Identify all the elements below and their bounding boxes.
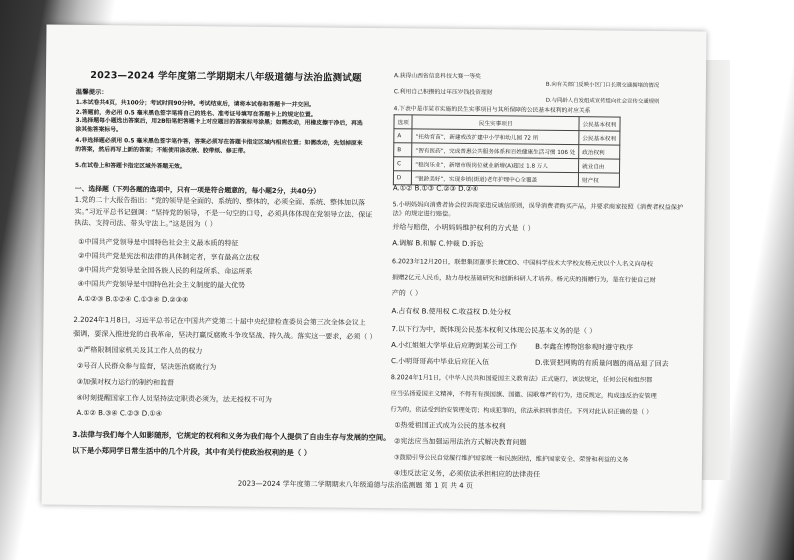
table-cell: D	[393, 171, 411, 185]
table-header-cell: 选项	[394, 115, 412, 129]
question-7-option-a: A.小红姐姐大学毕业后应聘到某公司工作	[391, 341, 518, 351]
question-7-option-b: B.李鑫在博物馆参观时遵守秩序	[535, 342, 634, 352]
notice-label: 温馨提示：	[75, 87, 108, 97]
question-6-stem-1: 6.2023年12月20日，联想集团董事长兼CEO、中国科学技术大学校友杨元庆以个人名义向母校	[392, 258, 653, 268]
notice-3: 3.选择题每小题选出答案后，用2B铅笔把答题卡上对应题目的答案标号涂黑；如需改动，用橡皮擦干净后，再选涂其他答案标号。	[75, 117, 363, 134]
question-8-option-2: ②宪法应当加强运用法治方式解决教育问题	[394, 437, 527, 447]
table-cell: “托幼育苗”，新建或改扩建中小学和幼儿园 72 所	[412, 129, 579, 145]
question-1-option-3: ③中国共产党领导是全国各族人民的利益所系、命运所系	[77, 265, 253, 276]
exam-paper	[42, 25, 707, 512]
question-2-option-2: ②号召人民群众参与监督，坚决惩治腐败行为	[76, 361, 217, 372]
table-cell: 财产权	[578, 173, 619, 187]
question-1-option-2: ②中国共产党是宪法和法律的具体制定者，享有最高立法权	[78, 251, 260, 262]
question-3-stem-2: 以下是小郑同学日常生活中的几个片段，其中有关行使政治权利的是（ ）	[72, 445, 312, 458]
question-4-choices: A.①② B.①③ C.②③ D.②④	[392, 184, 479, 194]
table-cell: C	[394, 157, 412, 171]
question-7-option-d: D.张贤把网购的有质量问题的商品退了回去	[534, 358, 669, 369]
table-cell: A	[394, 129, 412, 143]
section-title: 一、选择题（下列各题的选项中，只有一项是符合题意的，每小题2分，共40分）	[74, 184, 321, 196]
notice-4: 4.非选择题必须用 0.5 毫米黑色签字笔作答，答案必须写在答题卡指定区域内相应位置；如需改动，先划掉原来的答案，然后再写上新的答案；不能使用涂改液、胶带纸、修正带。	[75, 137, 363, 155]
table-cell: 就业自由	[579, 159, 620, 173]
question-1-option-1: ①中国共产党领导是中国特色社会主义最本质的特征	[78, 237, 239, 248]
question-6-choices: A.占有权 B.使用权 C.收益权 D.处分权	[391, 307, 511, 317]
notice-2: 2.答题前，务必用 0.5 毫米黑色签字笔将自己的姓名、准考证号填写在答题卡上的规定位置。	[75, 109, 317, 119]
question-5-stem-1: 5.小明妈妈向消费者协会投诉商家违反诚信原则，误导消费者购买产品，并要求商家按照《消费者权益保护法》的规定进行赔偿。	[392, 201, 684, 219]
q3-option-b: B.向有关部门反映小区门口长期交通拥堵的情况	[545, 81, 660, 89]
table-cell: B	[394, 143, 412, 157]
question-8-option-1: ①热爱祖国正式成为公民的基本权利	[394, 421, 506, 431]
question-2-option-1: ①严格限制国家机关及其工作人员的权力	[77, 345, 203, 356]
question-7-option-c: C.小明哥哥高中毕业后应征入伍	[390, 357, 490, 367]
question-2-stem-1: 2.2024年1月8日，习近平总书记在中国共产党第二十届中央纪律检查委员会第三次全体会议上	[73, 315, 366, 327]
question-6-stem-2: 捐赠2亿元人民币，助力母校基础研究和创新科研人才培养。杨元庆的捐赠行为，是在行使自己财	[391, 274, 656, 284]
question-2-stem-2: 强调，要深入推进党的自我革命，坚决打赢反腐败斗争攻坚战、持久战。落实这一要求，必须（ ）	[73, 329, 377, 342]
page-footer: 2023—2024 学年度第二学期期末八年级道德与法治监测题 第 1 页 共 4 页	[237, 479, 473, 491]
question-5-choices: A.调解 B.和解 C.仲裁 D.诉讼	[392, 239, 484, 249]
notice-1: 1.本试卷共4页，共100分；考试时间90分钟。考试结束后，请将本试卷和答题卡一并交回。	[75, 99, 315, 109]
q3-option-a: A.获得山西省信息科技大赛一等奖	[393, 73, 481, 81]
q3-option-d: D.与同龄人自发组成宣传组向社会宣传交通规则	[545, 97, 660, 105]
table-cell: “银龄美好”，实现乡镇(街道)老年护理中心全覆盖	[412, 171, 579, 187]
question-2-choices: A.①② B.③④ C.②③ D.①④	[76, 408, 163, 418]
notice-5: 5.在试卷上和答题卡指定区域外答题无效。	[75, 162, 186, 171]
table-cell: “稳岗乐业”，新增市级岗位就业新增(A)超过 1.8 万人	[412, 157, 579, 173]
question-8-stem-1: 8.2024年1月1日，《中华人民共和国爱国主义教育法》正式施行，该法规定，任何公民和组织都	[390, 374, 653, 384]
question-7-stem: 7.以下行为中，既体现公民基本权利又体现公民基本义务的是（ ）	[391, 325, 597, 336]
question-4-stem: 4.下表中是市某市实施的民生实事项目与其所保障的公民基本权利的对应关系	[393, 106, 591, 115]
question-8-stem-2: 应当弘扬爱国主义精神，不得有有损国旗、国徽、国歌尊严的行为，违反规定，构成违反治安管理	[390, 390, 657, 400]
question-8-option-4: ④违反法定义务，必须依法承担相应的法律责任	[393, 469, 541, 479]
exam-title: 2023—2024 学年度第二学期期末八年级道德与法治监测试题	[90, 70, 362, 84]
table-cell: 公民基本权利	[579, 131, 620, 145]
question-8-stem-3: 行为的，依法受到治安管理处罚；构成犯罪的，依法承担刑事责任。下列对此认识正确的是（ ）	[390, 406, 653, 416]
rights-table	[393, 114, 620, 187]
q3-option-c: C.利用自己积攒的过年压岁钱投资理财	[393, 89, 493, 97]
question-1-choices: A.①②③ B.①②④ C.①③④ D.②③④	[77, 294, 189, 305]
table-header-cell: 民生实事项目	[412, 115, 579, 131]
table-cell: 政治权利	[579, 145, 620, 159]
table-cell: “智有医药”，完成普惠公共服务体系和百姓健康生活习惯 106 处	[412, 143, 579, 159]
question-1-option-4: ④中国共产党领导是中国特色社会主义制度的最大优势	[77, 279, 246, 290]
question-2-option-4: ④时刻提醒国家工作人员坚持法定职责必须为，法无授权不可为	[76, 393, 272, 404]
question-3-stem-1: 3.法律与我们每个人如影随形，它规定的权利和义务为我们每个人提供了自由生存与发展的空间。	[72, 429, 391, 443]
question-5-stem-2: 并给与赔偿，小明妈妈维护权利的方式是（ ）	[392, 223, 535, 233]
question-6-stem-3: 产的（ ）	[391, 289, 423, 298]
question-8-option-3: ③鼓励引导公民自觉履行维护国家统一和民族团结，维护国家安全、荣誉和利益的义务	[393, 454, 629, 464]
table-header-cell: 公民基本权利	[579, 117, 620, 131]
question-2-option-3: ③加强对权力运行的制约和监督	[76, 377, 175, 387]
question-1-stem: 1.党的二十大报告指出：“党的领导是全面的、系统的、整体的，必须全面、系统、整体加以落实。”习近平总书记强调：“坚持党的领导，不是一句空的口号，必须具体体现在党领导立法、保证执法、支持司法、带头守法上。”这是因为（ ）	[74, 195, 373, 229]
